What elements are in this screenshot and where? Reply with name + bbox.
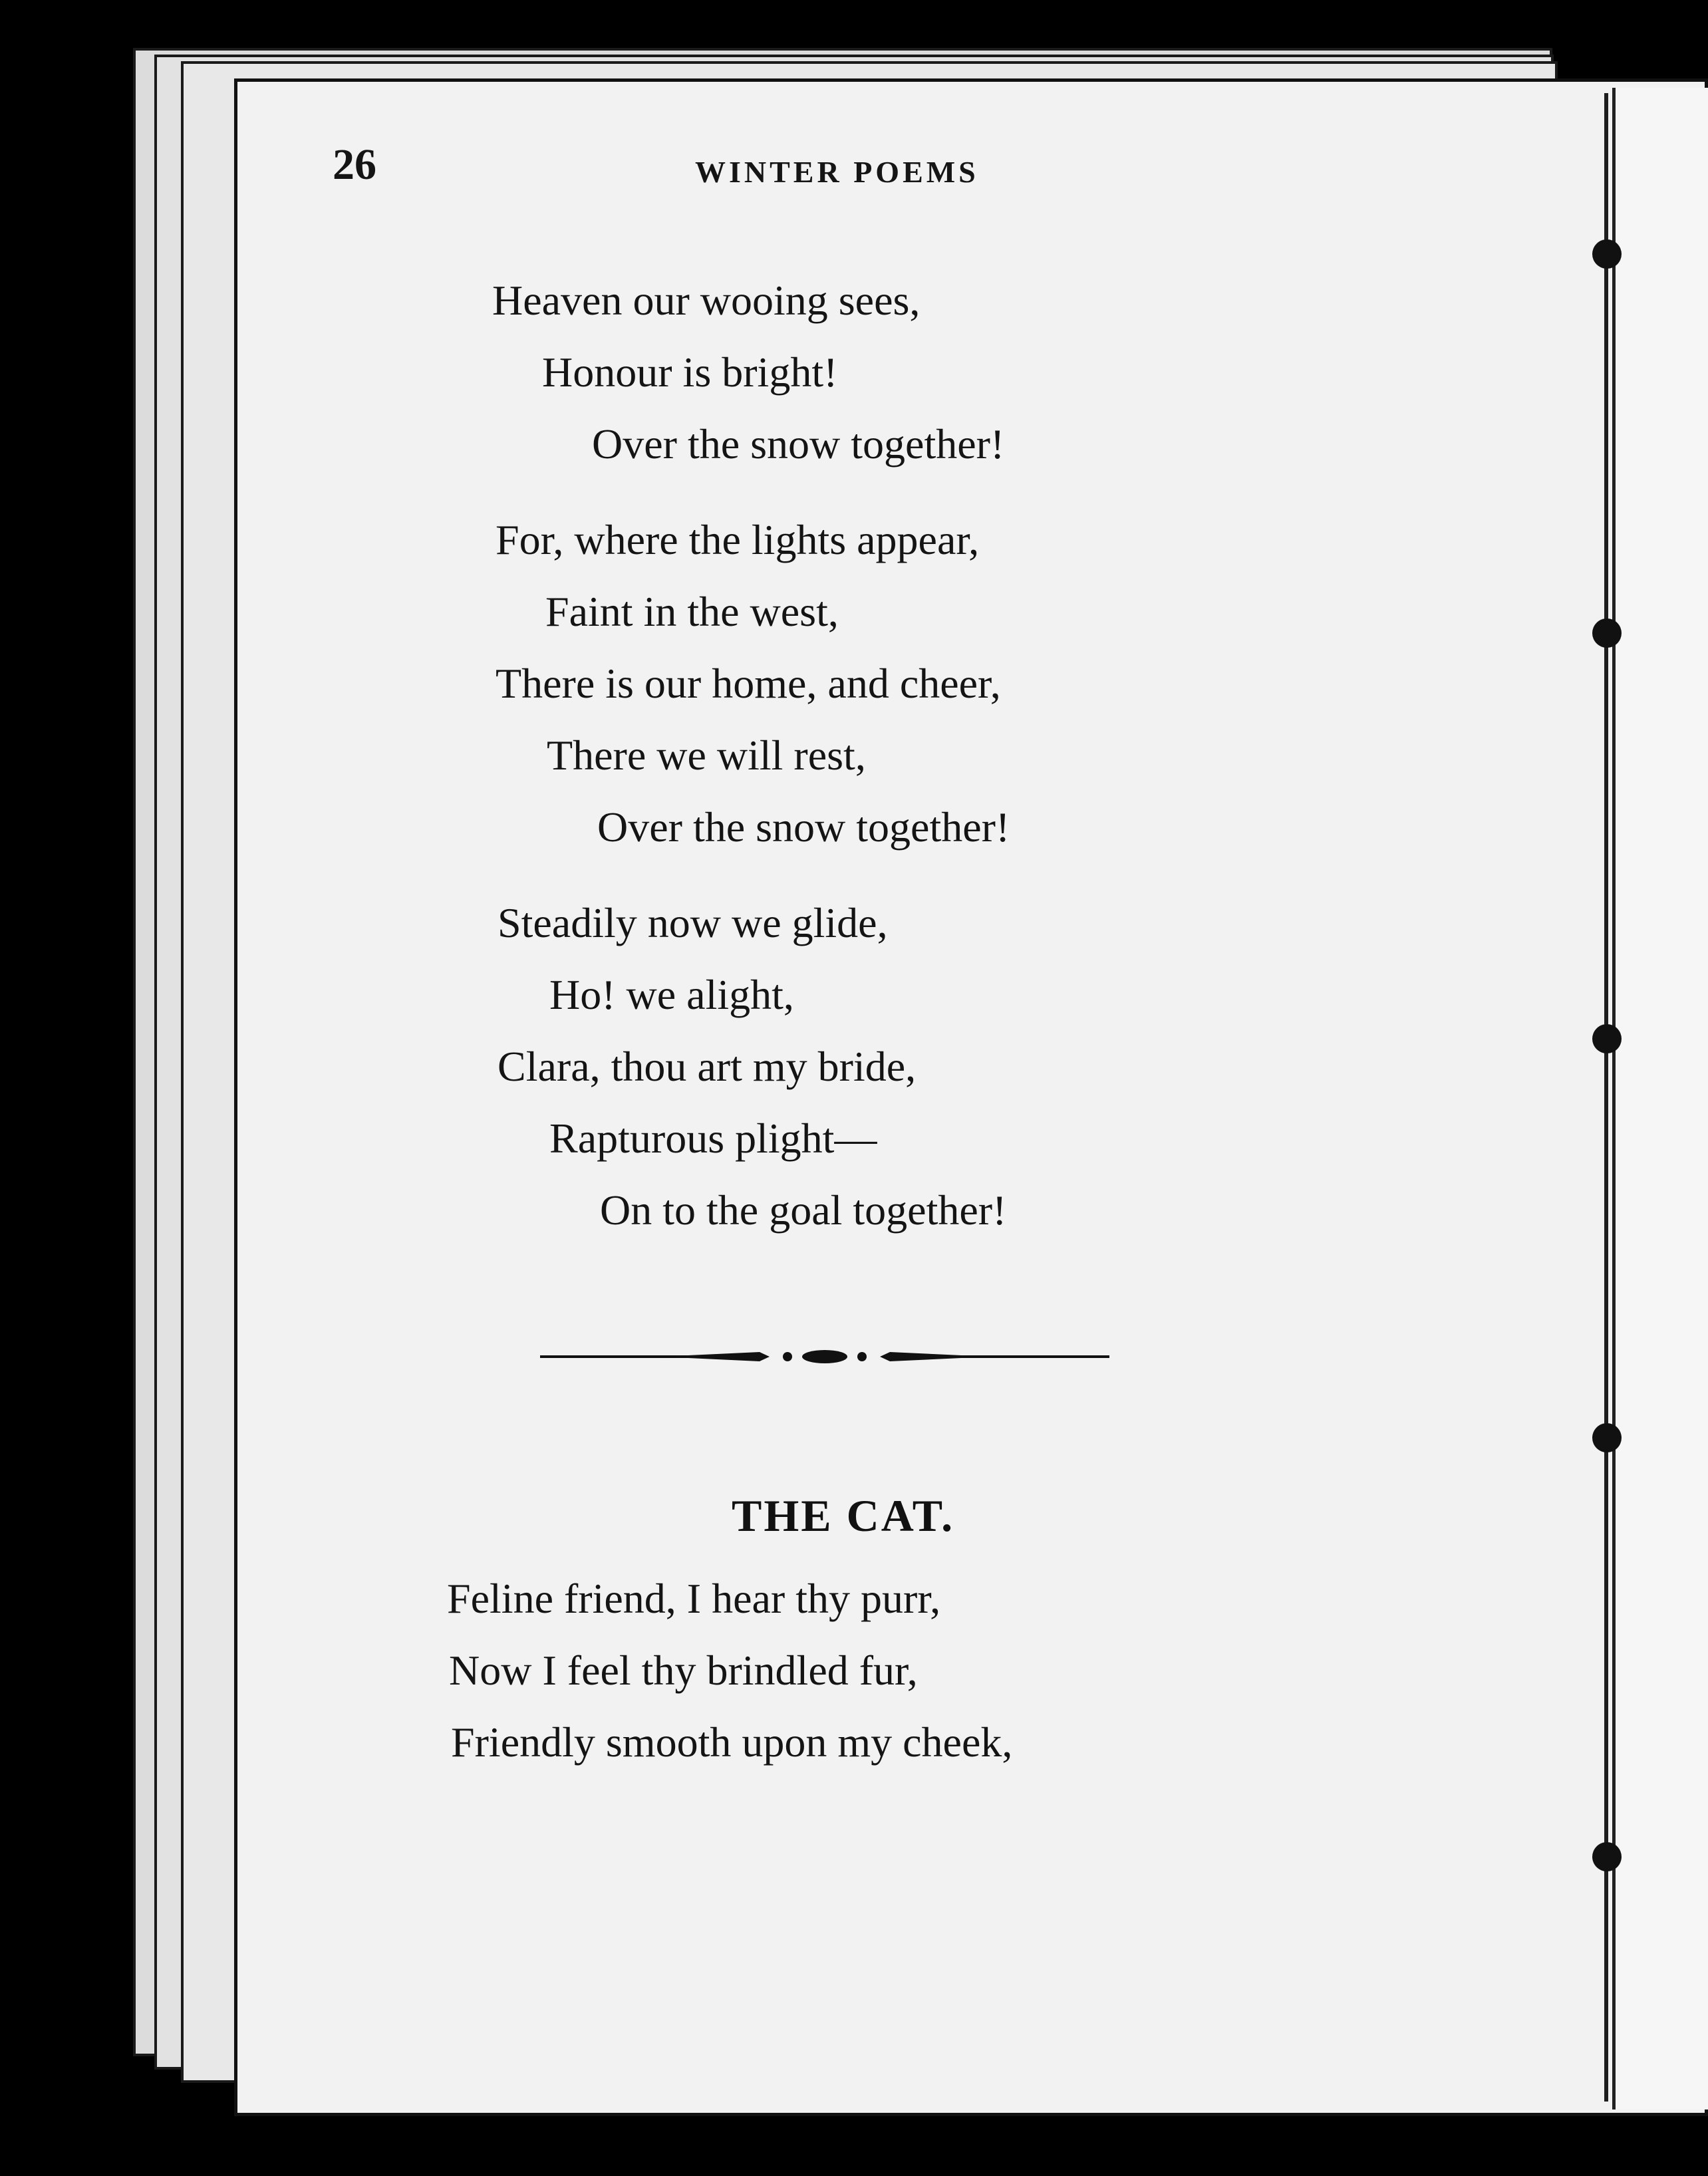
verse-line: On to the goal together! [600, 1186, 1007, 1234]
binding-thread [1604, 93, 1608, 2102]
binding-stitch [1592, 1423, 1622, 1452]
poem-title: THE CAT. [732, 1490, 955, 1541]
verse-line: For, where the lights appear, [496, 516, 980, 563]
ornamental-divider [540, 1343, 1109, 1370]
verse-line: Feline friend, I hear thy purr, [447, 1575, 941, 1622]
running-head: WINTER POEMS [695, 155, 979, 189]
verse-line: There we will rest, [547, 732, 866, 779]
binding-stitch [1592, 618, 1622, 648]
book-page [234, 78, 1708, 2116]
page-number: 26 [333, 140, 376, 189]
verse-line: Clara, thou art my bride, [498, 1043, 917, 1090]
verse-line: Over the snow together! [592, 420, 1005, 468]
verse-line: Faint in the west, [545, 588, 839, 635]
verse-line: Ho! we alight, [549, 971, 794, 1018]
binding-stitch [1592, 1842, 1622, 1871]
verse-line: There is our home, and cheer, [496, 660, 1001, 707]
verse-line: Friendly smooth upon my cheek, [451, 1718, 1013, 1766]
facing-page-edge [1612, 88, 1708, 2109]
verse-line: Heaven our wooing sees, [492, 277, 921, 324]
verse-line: Honour is bright! [542, 348, 838, 396]
verse-line: Rapturous plight— [549, 1115, 877, 1162]
verse-line: Now I feel thy brindled fur, [449, 1647, 918, 1694]
binding-stitch [1592, 239, 1622, 269]
page-header [333, 140, 1330, 193]
binding-stitch [1592, 1024, 1622, 1053]
verse-line: Steadily now we glide, [498, 899, 888, 946]
verse-line: Over the snow together! [597, 803, 1010, 851]
